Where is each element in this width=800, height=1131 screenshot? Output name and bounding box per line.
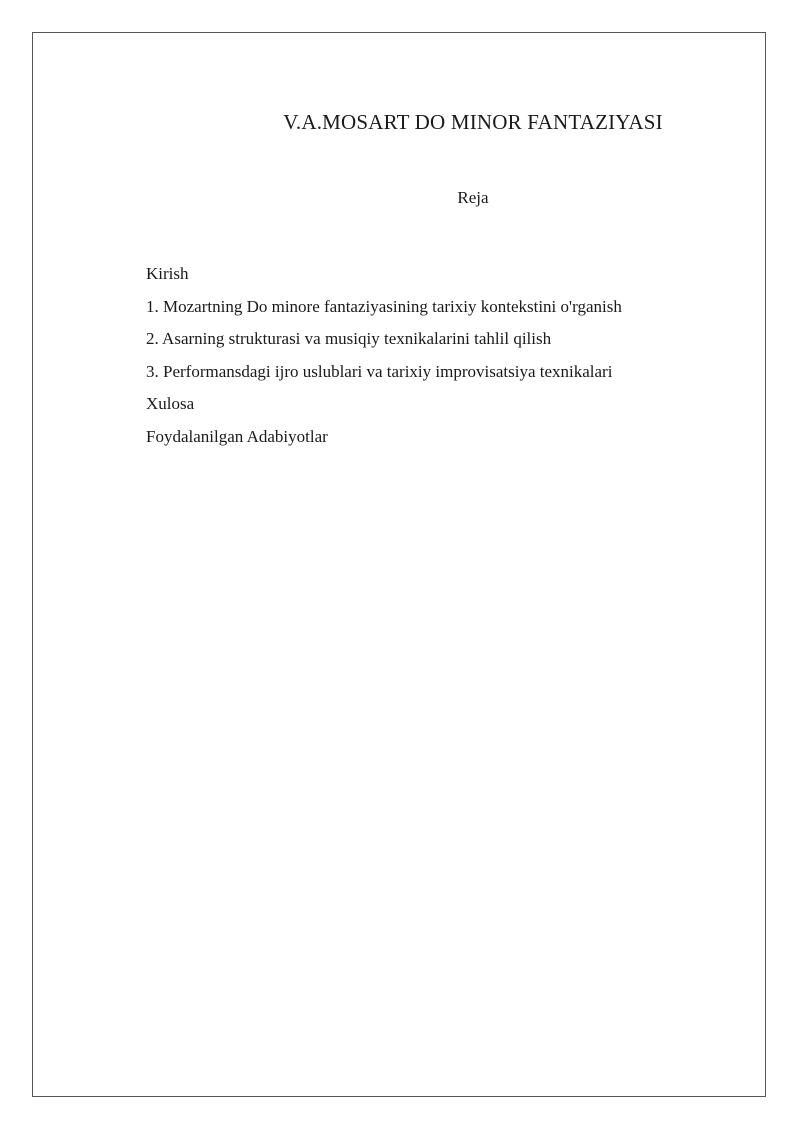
- document-title: V.A.MOSART DO MINOR FANTAZIYASI: [283, 110, 663, 134]
- table-of-contents: [146, 258, 746, 453]
- toc-item-chapter-3: 3. Performansdagi ijro uslublari va tarixiy improvisatsiya texnikalari: [146, 361, 613, 381]
- toc-item-chapter-2: 2. Asarning strukturasi va musiqiy texnikalarini tahlil qilish: [146, 329, 552, 348]
- toc-item-chapter-1: 1. Mozartning Do minore fantaziyasining tarixiy kontekstini o'rganish: [146, 296, 622, 316]
- plan-heading: Reja: [457, 188, 489, 207]
- toc-item-conclusion: Xulosa: [146, 394, 195, 413]
- toc-item-references: Foydalanilgan Adabiyotlar: [146, 426, 328, 446]
- toc-item-introduction: Kirish: [146, 264, 189, 283]
